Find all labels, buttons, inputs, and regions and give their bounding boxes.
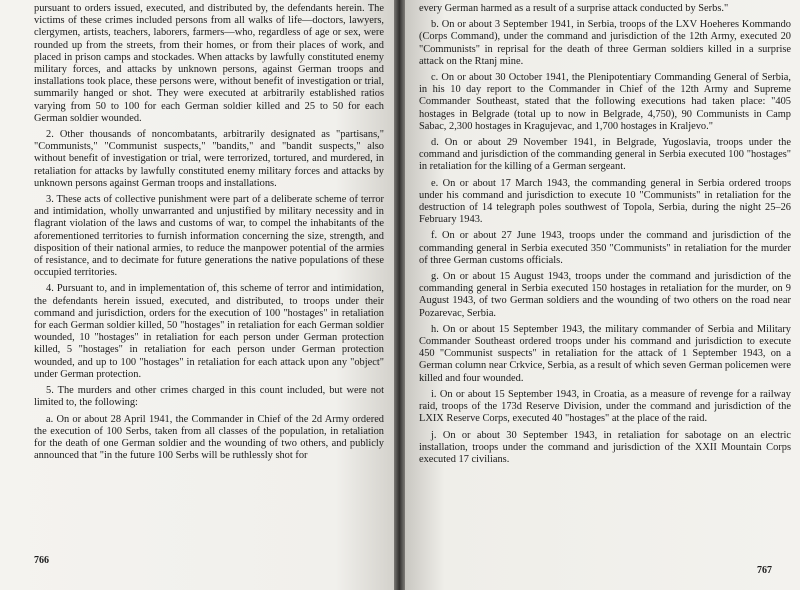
page-number: 767 (757, 565, 772, 576)
paragraph: d. On or about 29 November 1941, in Belgrade, Yugoslavia, troops under the command and jurisdiction of the commanding general in Serbia executed 100 "hostages" in retaliation for the killing of a German sergeant. (419, 137, 791, 173)
paragraph: a. On or about 28 April 1941, the Commander in Chief of the 2d Army ordered the execution of 100 Serbs, taken from all classes of the population, in retaliation for the death of one German soldier and the wounding of two others, and publicly announced that "in the future 100 Serbs will be ruthlessly shot for (34, 413, 384, 462)
right-page-text (419, 3, 791, 470)
paragraph: pursuant to orders issued, executed, and distributed by, the defendants herein. The victims of these crimes included persons from all walks of life—doctors, lawyers, clergymen, artists, teachers, laborers, farmers—who, regardless of age or sex, were rounded up from the streets, from their homes, or from their places of work, and placed in prison camps and stockades. When attacks by lawfully constituted enemy military forces, and attacks by unknown persons, against German troops and installations took place, these persons were, without benefit of investigation or trial, summarily hanged or shot. They were executed at arbitrarily established ratios varying from 50 to 100 for each German soldier killed and 25 to 50 for each German soldier wounded. (34, 3, 384, 124)
paragraph: e. On or about 17 March 1943, the commanding general in Serbia ordered troops under his command and jurisdiction to execute 10 "Communists" in retaliation for the destruction of 14 telegraph poles southwest of Topola, Serbia, during the night 25–26 February 1943. (419, 177, 791, 226)
paragraph: b. On or about 3 September 1941, in Serbia, troops of the LXV Hoeheres Kommando (Corps Command), under the command and jurisdiction of the 12th Army, executed 20 "Communists" in reprisal for the death of three German soldiers killed in a surprise attack on the Rtanj mine. (419, 19, 791, 67)
paragraph: every German harmed as a result of a surprise attack conducted by Serbs." (419, 3, 729, 14)
paragraph: 3. These acts of collective punishment were part of a deliberate scheme of terror and intimidation, wholly unwarranted and unjustified by military necessity and in flagrant violation of the laws and customs of war, to compel the inhabitants of the aforementioned territories to furnish information concerning the size, strength, and disposition of their national armies, to reduce the manpower potential of the armies of resistance, and to decimate for future generations the native populations of these occupied territories. (34, 194, 384, 279)
left-page (0, 0, 395, 590)
paragraph: c. On or about 30 October 1941, the Plenipotentiary Commanding General of Serbia, in his 10 day report to the Commander in Chief of the 12th Army and Supreme Commander Southeast, stated that the following executions had taken place: "405 hostages in Belgrade (total up to now in Belgrade, 4,750), 90 Communists in Camp Sabac, 2,300 hostages in Kragujevac, and 1,700 hostages in Kraljevo." (419, 72, 791, 132)
paragraph: j. On or about 30 September 1943, in retaliation for sabotage on an electric installation, troops under the command and jurisdiction of the XXII Mountain Corps executed 17 civilians. (419, 429, 791, 465)
paragraph: 5. The murders and other crimes charged in this count included, but were not limited to, the following: (34, 385, 384, 409)
left-page-text (34, 3, 384, 466)
right-page (405, 0, 800, 590)
paragraph: 4. Pursuant to, and in implementation of, this scheme of terror and intimidation, the defendants herein issued, executed, and distributed, to troops under their command and jurisdiction, orders for the execution of 100 "hostages" in retaliation for each German soldier killed, 50 "hostages" in retaliation for each German soldier wounded, 10 "hostages" in retaliation for each person under German protection killed, 5 "hostages" in retaliation for each person under German protection wounded, and up to 100 "hostages" in retaliation for each attack upon any "object" under German protection. (34, 283, 384, 380)
paragraph: i. On or about 15 September 1943, in Croatia, as a measure of revenge for a railway raid, troops of the 173d Reserve Division, under the command and jurisdiction of the LXIX Reserve Corps, executed 40 "hostages" at the place of the raid. (419, 388, 791, 425)
paragraph: h. On or about 15 September 1943, the military commander of Serbia and Military Commander Southeast ordered troops under his command and jurisdiction to execute 450 "Communist suspects" in retaliation for the attack of 1 September 1943, on a German column near Crkvice, Serbia, as a result of which seven German policemen were killed and four wounded. (419, 323, 791, 384)
paragraph: 2. Other thousands of noncombatants, arbitrarily designated as "partisans," "Communists," "Communist suspects," "bandits," and "bandit suspects," also without benefit of investigation or trial, were terrorized, tortured, and murdered, in retaliation for attacks by lawfully constituted enemy military forces and attacks by unknown persons against German troops and installations. (34, 129, 384, 189)
page-number: 766 (34, 555, 49, 566)
paragraph: f. On or about 27 June 1943, troops under the command and jurisdiction of the commanding general in Serbia executed 350 "Communists" in retaliation for the murder of three German customs officials. (419, 230, 791, 266)
paragraph: g. On or about 15 August 1943, troops under the command and jurisdiction of the commanding general in Serbia executed 150 hostages in retaliation for the murder, on 9 August 1943, of two German soldiers and the wounding of two others on the road near Pozarevac, Serbia. (419, 271, 791, 319)
